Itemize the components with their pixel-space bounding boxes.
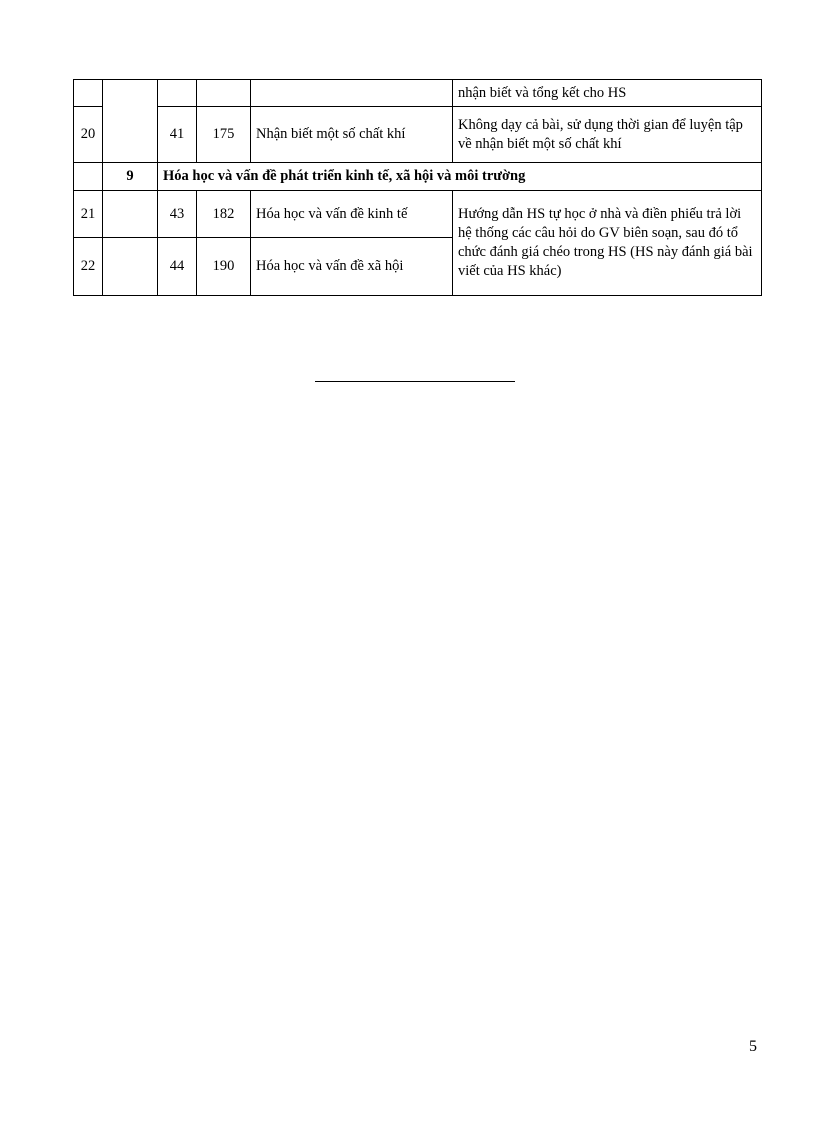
chapter-title: Hóa học và vấn đề phát triển kinh tế, xã hội và môi trường — [158, 163, 762, 191]
cell-empty — [197, 80, 251, 107]
chapter-row — [74, 163, 762, 191]
section-divider — [315, 381, 515, 382]
cell-empty — [74, 80, 103, 107]
cell-empty — [103, 191, 158, 238]
cell-empty — [103, 238, 158, 296]
curriculum-table — [73, 79, 762, 296]
cell-empty — [74, 163, 103, 191]
cell-stt: 21 — [74, 191, 103, 238]
table-row-continuation — [74, 80, 762, 107]
cell-lesson: Nhận biết một số chất khí — [251, 107, 453, 163]
cell-week: 41 — [158, 107, 197, 163]
cell-week: 44 — [158, 238, 197, 296]
chapter-number: 9 — [103, 163, 158, 191]
table-row — [74, 107, 762, 163]
cell-empty — [251, 80, 453, 107]
table-row — [74, 191, 762, 238]
cell-lesson: Hóa học và vấn đề xã hội — [251, 238, 453, 296]
page-number: 5 — [749, 1038, 757, 1055]
cell-period: 175 — [197, 107, 251, 163]
cell-note: nhận biết và tổng kết cho HS — [453, 80, 762, 107]
cell-week: 43 — [158, 191, 197, 238]
cell-empty — [158, 80, 197, 107]
cell-note-merged: Hướng dẫn HS tự học ở nhà và điền phiếu trả lời hệ thống các câu hỏi do GV biên soạn, sau đó tổ chức đánh giá chéo trong HS (HS này đánh giá bài viết của HS khác) — [453, 191, 762, 296]
cell-lesson: Hóa học và vấn đề kinh tế — [251, 191, 453, 238]
cell-note: Không dạy cả bài, sử dụng thời gian để luyện tập về nhận biết một số chất khí — [453, 107, 762, 163]
cell-stt: 20 — [74, 107, 103, 163]
cell-empty-merged — [103, 80, 158, 163]
cell-period: 182 — [197, 191, 251, 238]
cell-stt: 22 — [74, 238, 103, 296]
cell-period: 190 — [197, 238, 251, 296]
